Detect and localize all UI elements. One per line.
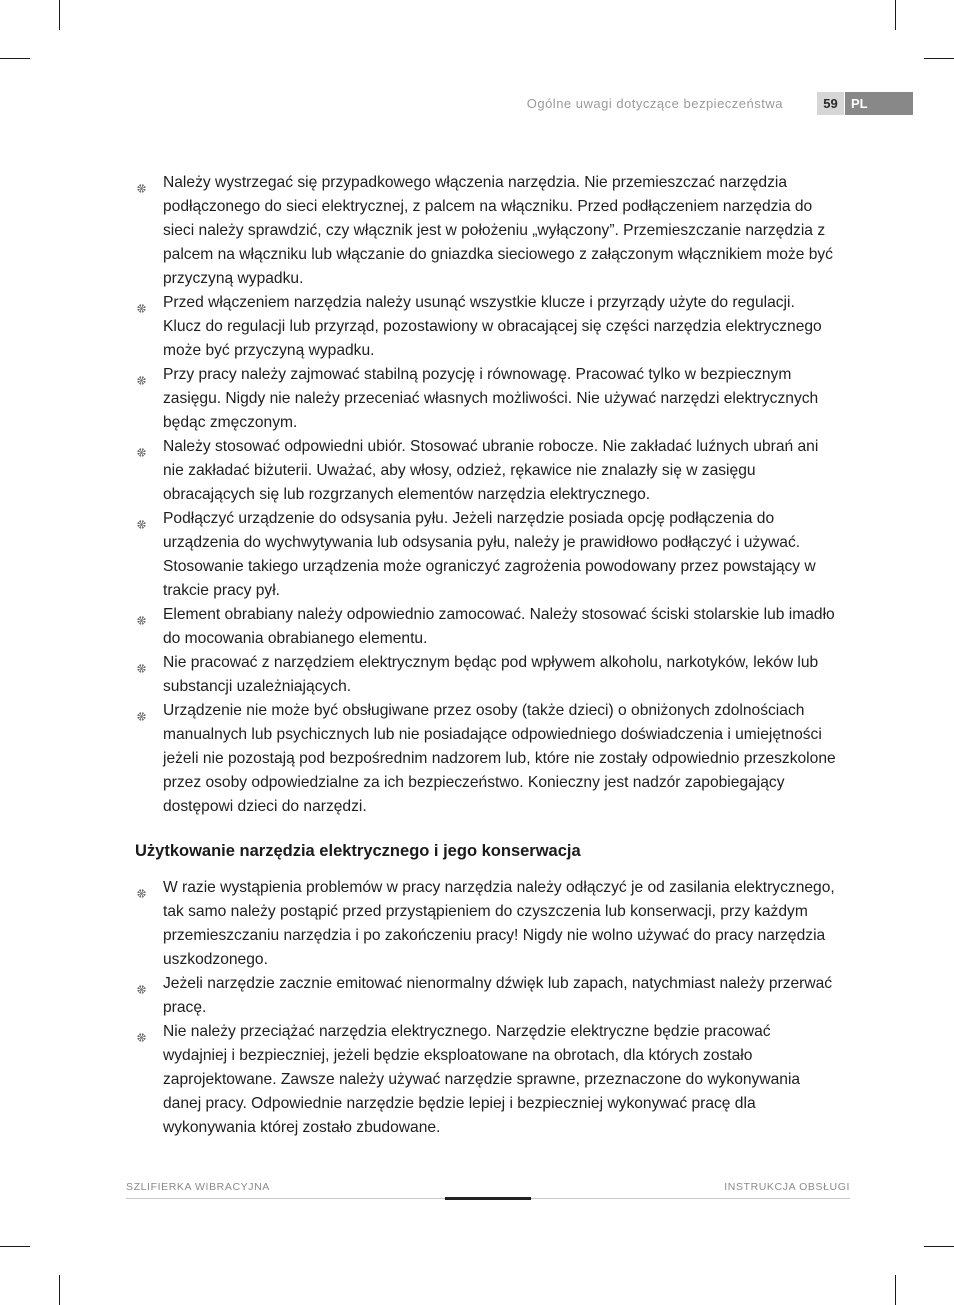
footer-product-name: SZLIFIERKA WIBRACYJNA (126, 1181, 270, 1193)
crop-mark (895, 0, 896, 30)
list-item (136, 1020, 836, 1140)
list-item-text: Nie pracować z narzędziem elektrycznym będąc pod wpływem alkoholu, narkotyków, leków lub substancji uzależniających. (163, 654, 819, 695)
crop-mark (0, 58, 30, 59)
language-tag: PL (845, 92, 913, 115)
footer-rule-accent (445, 1197, 531, 1200)
list-item (136, 507, 836, 603)
flower-bullet-icon (136, 658, 147, 669)
list-item-text: W razie wystąpienia problemów w pracy narzędzia należy odłączyć je od zasilania elektrycznego, tak samo należy postąpić przed przystąpieniem do czyszczenia lub konserwacji, przy każdym przemieszczaniu narzędzia i po zakończeniu pracy! Nigdy nie wolno używać do pracy narzędzia uszkodzonego. (163, 879, 835, 968)
flower-bullet-icon (136, 1027, 147, 1038)
running-header-title: Ogólne uwagi dotyczące bezpieczeństwa (526, 96, 783, 111)
crop-mark (895, 1275, 896, 1305)
list-item-text: Należy wystrzegać się przypadkowego włączenia narzędzia. Nie przemieszczać narzędzia podłączonego do sieci elektrycznej, z palcem na włączniku. Przed podłączeniem narzędzia do sieci należy sprawdzić, czy włącznik jest w położeniu „wyłączony”. Przemieszczanie narzędzia z palcem na włączniku lub włączanie do gniazdka sieciowego z załączonym włącznikiem może być przyczyną wypadku. (163, 174, 833, 287)
footer-manual-title: INSTRUKCJA OBSŁUGI (724, 1181, 850, 1193)
flower-bullet-icon (136, 298, 147, 309)
flower-bullet-icon (136, 370, 147, 381)
list-item-text: Przed włączeniem narzędzia należy usunąć wszystkie klucze i przyrządy użyte do regulacji. Klucz do regulacji lub przyrząd, pozostawiony w obracającej się części narzędzia elektrycznego może być przyczyną wypadku. (163, 294, 822, 359)
crop-mark (59, 1275, 60, 1305)
flower-bullet-icon (136, 979, 147, 990)
list-item-text: Podłączyć urządzenie do odsysania pyłu. Jeżeli narzędzie posiada opcję podłączenia do urządzenia do wychwytywania lub odsysania pyłu, należy je prawidłowo podłączyć i używać. Stosowanie takiego urządzenia może ograniczyć zagrożenia powodowany przez powstający w trakcie pracy pył. (163, 510, 816, 599)
crop-mark (59, 0, 60, 30)
flower-bullet-icon (136, 178, 147, 189)
maintenance-list (136, 876, 836, 1140)
list-item (136, 699, 836, 819)
flower-bullet-icon (136, 706, 147, 717)
list-item (136, 972, 836, 1020)
list-item-text: Urządzenie nie może być obsługiwane przez osoby (także dzieci) o obniżonych zdolnościach manualnych lub psychicznych lub nie posiadające odpowiedniego doświadczenia i umiejętności jeżeli nie pozostają pod bezpośrednim nadzorem lub, które nie zostały odpowiednio przeszkolone przez osoby odpowiedzialne za ich bezpieczeństwo. Konieczny jest nadzór zapobiegający dostępowi dzieci do narzędzi. (163, 702, 836, 815)
list-item-text: Jeżeli narzędzie zacznie emitować nienormalny dźwięk lub zapach, natychmiast należy przerwać pracę. (163, 975, 833, 1016)
flower-bullet-icon (136, 610, 147, 621)
list-item (136, 435, 836, 507)
crop-mark (924, 58, 954, 59)
flower-bullet-icon (136, 883, 147, 894)
list-item (136, 363, 836, 435)
crop-mark (0, 1246, 30, 1247)
list-item (136, 291, 836, 363)
page-marker (817, 92, 913, 115)
list-item-text: Element obrabiany należy odpowiednio zamocować. Należy stosować ściski stolarskie lub imadło do mocowania obrabianego elementu. (163, 606, 835, 647)
page-number: 59 (817, 92, 844, 115)
flower-bullet-icon (136, 442, 147, 453)
crop-mark (924, 1246, 954, 1247)
list-item-text: Należy stosować odpowiedni ubiór. Stosować ubranie robocze. Nie zakładać luźnych ubrań ani nie zakładać biżuterii. Uważać, aby włosy, odzież, rękawice nie znalazły się w zasięgu obracających się lub rozgrzanych elementów narzędzia elektrycznego. (163, 438, 819, 503)
list-item-text: Nie należy przeciążać narzędzia elektrycznego. Narzędzie elektryczne będzie pracować wydajniej i bezpieczniej, jeżeli będzie eksploatowane na obrotach, dla których zostało zaprojektowane. Zawsze należy używać narzędzie sprawne, przeznaczone do wykonywania danej pracy. Odpowiednie narzędzie będzie lepiej i bezpieczniej wykonywać pracę dla wykonywania której zostało zbudowane. (163, 1023, 801, 1136)
list-item (136, 651, 836, 699)
safety-list (136, 171, 836, 819)
list-item (136, 603, 836, 651)
list-item-text: Przy pracy należy zajmować stabilną pozycję i równowagę. Pracować tylko w bezpiecznym zasięgu. Nigdy nie należy przeceniać własnych możliwości. Nie używać narzędzi elektrycznych będąc zmęczonym. (163, 366, 819, 431)
list-item (136, 876, 836, 972)
flower-bullet-icon (136, 514, 147, 525)
list-item (136, 171, 836, 291)
section-heading: Użytkowanie narzędzia elektrycznego i jego konserwacja (135, 842, 581, 860)
